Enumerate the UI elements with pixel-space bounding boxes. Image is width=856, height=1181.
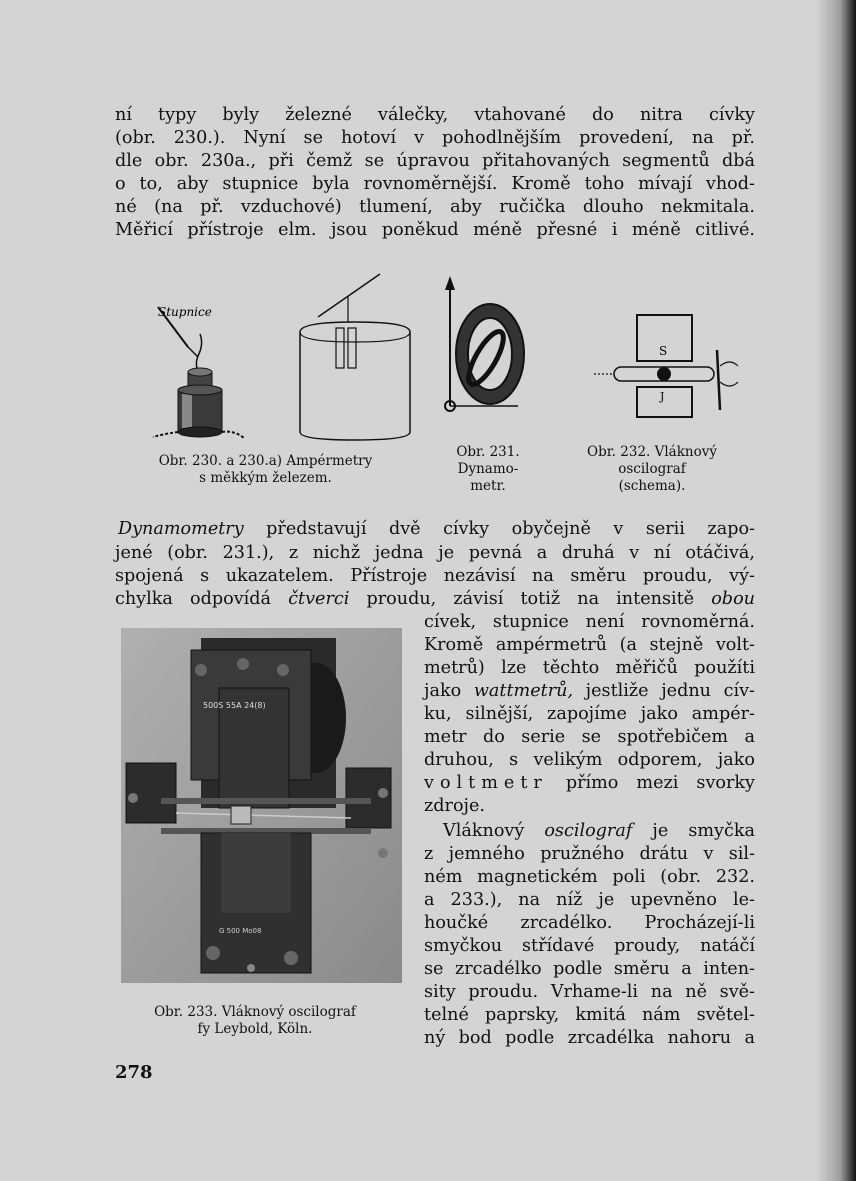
- figure-232-oscillograph-schema: [592, 310, 742, 420]
- caption-230: Obr. 230. a 230.a) Ampérmetry s měkkým železem.: [158, 453, 373, 486]
- text-line: zdroje.: [424, 796, 485, 816]
- text-line: houčké zrcadélko. Procházejí-li: [424, 913, 755, 933]
- text-line: Vláknový oscilograf je smyčka: [443, 821, 755, 841]
- text-line: Měřicí přístroje elm. jsou poněkud méně přesné i méně citlivé.: [115, 220, 755, 240]
- photo-label-1: 500S 55A 24(8): [203, 701, 266, 710]
- text-line: ku, silnější, zapojíme jako ampér-: [424, 704, 755, 724]
- text-line: o to, aby stupnice byla rovnoměrnější. Kromě toho mívají vhod-: [115, 174, 755, 194]
- text-line: metr do serie se spotřebičem a: [424, 727, 755, 747]
- text-line: dle obr. 230a., při čemž se úpravou přitahovaných segmentů dbá: [115, 151, 755, 171]
- text-line: se zrcadélko podle směru a inten-: [424, 959, 755, 979]
- text-line: z jemného pružného drátu v sil-: [424, 844, 755, 864]
- text-line: smyčkou střídavé proudy, natáčí: [424, 936, 755, 956]
- caption-231: Obr. 231. Dynamo- metr.: [456, 444, 520, 494]
- text-line: metrů) lze těchto měřičů použíti: [424, 658, 755, 678]
- pole-s-label: S: [659, 344, 668, 358]
- page-edge-shadow: [816, 0, 856, 1181]
- text-line: né (na př. vzduchové) tlumení, aby ručička dlouho nekmitala.: [115, 197, 755, 217]
- text-line: ní typy byly železné válečky, vtahované do nitra cívky: [115, 105, 755, 125]
- caption-233: Obr. 233. Vláknový oscilograf fy Leybold, Köln.: [154, 1004, 356, 1037]
- figure-230-ammeters: [148, 272, 418, 447]
- text-line: voltmetr přímo mezi svorky: [424, 773, 755, 793]
- text-line: chylka odpovídá čtverci proudu, závisí totiž na intensitě obou: [115, 589, 755, 609]
- text-line: druhou, s velikým odporem, jako: [424, 750, 755, 770]
- stupnice-label: Stupnice: [158, 305, 212, 319]
- figure-233-photo: [121, 628, 402, 983]
- text-line: ný bod podle zrcadélka nahoru a: [424, 1028, 755, 1048]
- text-line: Dynamometry představují dvě cívky obyčejně v serii zapo-: [118, 519, 755, 539]
- figure-231-dynamometer: [438, 276, 533, 421]
- pole-j-label: J: [660, 390, 665, 403]
- page-number: 278: [115, 1062, 153, 1083]
- text-line: sity proudu. Vrhame-li na ně svě-: [424, 982, 755, 1002]
- oscillograph-photo-illustration: [121, 628, 402, 983]
- text-line: a 233.), na níž je upevněno le-: [424, 890, 755, 910]
- text-line: jako wattmetrů, jestliže jednu cív-: [424, 681, 755, 701]
- caption-232: Obr. 232. Vláknový oscilograf (schema).: [587, 444, 717, 494]
- text-line: telné paprsky, kmitá nám světel-: [424, 1005, 755, 1025]
- text-line: ném magnetickém poli (obr. 232.: [424, 867, 755, 887]
- photo-label-2: G 500 Mo08: [219, 927, 262, 935]
- text-line: jené (obr. 231.), z nichž jedna je pevná a druhá v ní otáčivá,: [115, 543, 755, 563]
- text-line: spojená s ukazatelem. Přístroje nezávisí na směru proudu, vý-: [115, 566, 755, 586]
- text-line: Kromě ampérmetrů (a stejně volt-: [424, 635, 755, 655]
- text-line: cívek, stupnice není rovnoměrná.: [424, 612, 755, 632]
- text-line: (obr. 230.). Nyní se hotoví v pohodlnějším provedení, na př.: [115, 128, 755, 148]
